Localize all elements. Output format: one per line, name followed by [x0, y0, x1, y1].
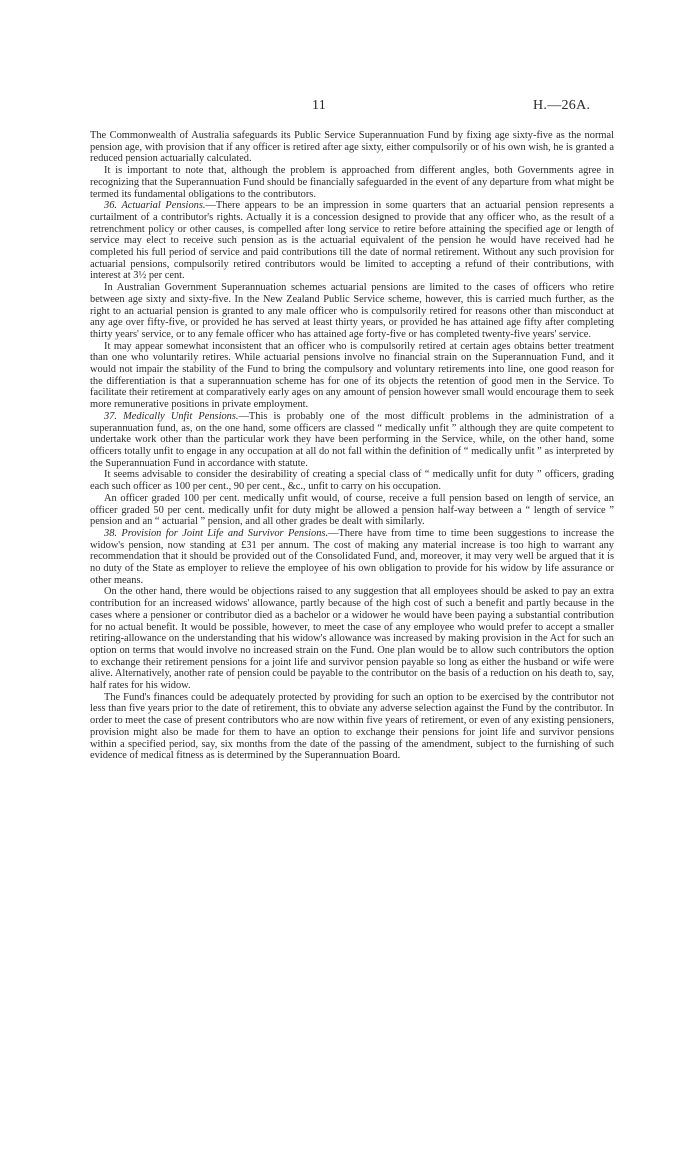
- page-number: 11: [312, 98, 327, 113]
- paragraph: [90, 411, 614, 470]
- paragraph: [90, 528, 614, 587]
- paragraph: [90, 282, 614, 341]
- paragraph: [90, 200, 614, 282]
- paragraph-text: It may appear somewhat inconsistent that an officer who is compulsorily retired at certain ages obtains better treatment than one who voluntarily retires. While actuarial pensions involve no financial strain on the Superannuation Fund, and it would not impair the stability of the Fund to bring the compulsory and voluntary retirements into line, one good reason for the differentiation is that a superannuation scheme has for one of its objects the retention of good men in the Service. To facilitate their retirement at comparatively early ages on any amount of pension however small would encourage them to seek more remunerative positions in private employment.: [90, 340, 614, 411]
- paragraph-text: The Commonwealth of Australia safeguards its Public Service Superannuation Fund by fixing age sixty-five as the normal pension age, with provision that if any officer is retired after age sixty, either compulsorily or of his own wish, he is granted a reduced pension actuarially calculated.: [90, 130, 614, 165]
- paragraph-text: On the other hand, there would be objections raised to any suggestion that all employees should be asked to pay an extra contribution for an increased widows' allowance, partly because of the high cost of such a benefit and partly because in the cases where a pensioner or contributor died as a bachelor or a widower he would have been paying a substantial contribution for no actual benefit. It would be possible, however, to meet the case of any employee who would prefer to accept a smaller retiring-allowance on the understanding that his widow's allowance was increased by making provision in the Act for such an option on terms that would involve no increased strain on the Fund. One plan would be to allow such contributors the option to exchange their retirement pensions for a joint life and survivor pension payable so long as either the husband or wife were alive. Alternatively, another rate of pension could be payable to the contributor on the basis of a reduction on his death to, say, half rates for his widow.: [90, 586, 614, 692]
- section-heading: 36. Actuarial Pensions.: [104, 200, 206, 212]
- paragraph-text: An officer graded 100 per cent. medically unfit would, of course, receive a full pension based on length of service, an officer graded 50 per cent. medically unfit for duty might be allowed a pension half-way between a “ length of service ” pension and an “ actuarial ” pension, and all other grades be dealt with similarly.: [90, 492, 614, 528]
- paragraph: [90, 165, 614, 200]
- paragraph-text: —This is probably one of the most difficult problems in the administration of a superannuation fund, as, on the one hand, some officers are classed “ medically unfit ” although they are quite competent to undertake work other than the particular work they have been performing in the Service, while, on the other hand, some officers totally unfit to engage in any occupation at all do not fall within the definition of “ medically unfit ” as interpreted by the Superannuation Fund in accordance with statute.: [90, 410, 614, 469]
- paragraph-text: The Fund's finances could be adequately protected by providing for such an option to be exercised by the contributor not less than five years prior to the date of retirement, this to obviate any adverse selection against the Fund by the contributor. In order to meet the case of present contributors who are now within five years of retirement, or even of any existing pensioners, provision might also be made for them to have an option to exchange their pensions for joint life and survivor pensions within a specified period, say, six months from the date of the passing of the amendment, subject to the furnishing of such evidence of medical fitness as is determined by the Superannuation Board.: [90, 691, 614, 762]
- document-reference: H.—26A.: [533, 98, 591, 113]
- section-heading: 38. Provision for Joint Life and Survivor Pensions.: [104, 527, 329, 539]
- paragraph-text: In Australian Government Superannuation schemes actuarial pensions are limited to the cases of officers who retire between age sixty and sixty-five. In the New Zealand Public Service scheme, however, this is carried much further, as the right to an actuarial pension is granted to any male officer who is compulsorily retired for reasons other than misconduct at any age over fifty-five, or provided he has served at least thirty years, or provided he has attained age fifty after completing thirty years' service, or to any female officer who has attained age forty-five or has completed twenty-five years' service.: [90, 282, 614, 340]
- body-text: [90, 130, 614, 762]
- paragraph-text: —There have from time to time been suggestions to increase the widow's pension, now standing at £31 per annum. The cost of making any material increase is too high to warrant any recommendation that it should be provided out of the Consolidated Fund, and, moreover, it may very well be argued that it is no duty of the State as employer to relieve the employee of his own obligation to provide for his widow by life assurance or other means.: [90, 527, 614, 586]
- section-heading: 37. Medically Unfit Pensions.: [104, 410, 239, 422]
- paragraph-text: It is important to note that, although the problem is approached from different angles, both Governments agree in recognizing that the Superannuation Fund should be financially safeguarded in the event of any departure from what might be termed its fundamental obligations to the contributors.: [90, 165, 614, 200]
- paragraph: [90, 130, 614, 165]
- paragraph: [90, 469, 614, 492]
- paragraph: [90, 586, 614, 691]
- paragraph-text: —There appears to be an impression in some quarters that an actuarial pension represents a curtailment of a contributor's rights. Actually it is a concession designed to provide that any officer who, as the result of a retrenchment policy or other causes, is compelled after long service to retire before attaining the specified age or length of service may elect to receive such pension as is the actuarial equivalent of the pension he would have received had he completed his full period of service and paid contributions till the date of normal retirement. Without any such provision for actuarial pensions, compulsorily retired contributors would be limited to accepting a refund of their contributions, with interest at 3½ per cent.: [90, 200, 614, 282]
- paragraph: [90, 493, 614, 528]
- paragraph: [90, 341, 614, 411]
- paragraph-text: It seems advisable to consider the desirability of creating a special class of “ medically unfit for duty ” officers, grading each such officer as 100 per cent., 90 per cent., &c., unfit to carry on his occupation.: [90, 469, 614, 493]
- paragraph: [90, 692, 614, 762]
